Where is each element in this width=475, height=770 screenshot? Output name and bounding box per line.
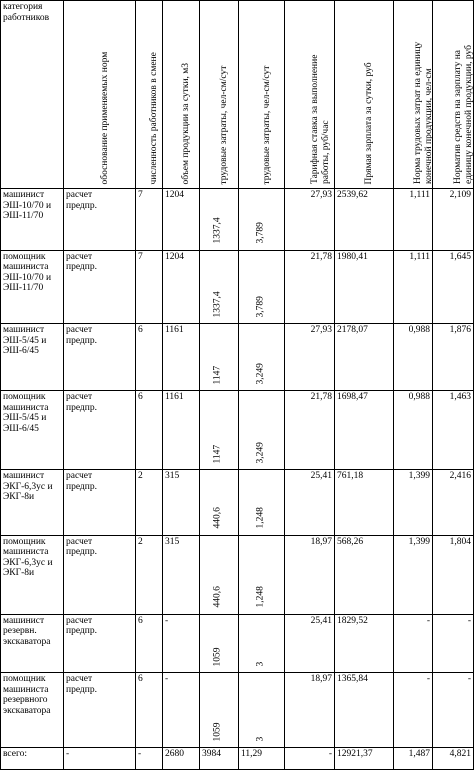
num-value: 7 [138, 251, 143, 262]
cell-pay [335, 324, 394, 391]
cell-labor-norm [394, 470, 433, 536]
num-value: 6 [138, 674, 143, 685]
cat-line: машинист [3, 615, 45, 626]
num-value: - [138, 749, 142, 760]
table-row [1, 250, 474, 324]
cell-category [1, 535, 64, 614]
cell-labor-2 [239, 391, 285, 470]
cell-rate [285, 324, 335, 391]
basis-line: расчет [66, 674, 93, 685]
cell-labor-norm [394, 535, 433, 614]
labor1-value: 440,6 [212, 507, 223, 529]
cat-line: помощник [3, 251, 46, 262]
cell-workers-count [136, 614, 163, 673]
labor2-value: 3,249 [255, 362, 266, 385]
cell-volume [163, 189, 200, 251]
cell-volume [163, 250, 200, 324]
cat-line: ЭШ-11/70 [3, 211, 44, 221]
cell-pay [335, 673, 394, 748]
cell-category [1, 189, 64, 251]
norm-value: - [426, 674, 430, 685]
norm-value: 1,111 [409, 190, 430, 200]
table-row [1, 324, 474, 391]
cat-line: резервного [3, 695, 48, 706]
cell-pay [335, 535, 394, 614]
cell-pay-norm [433, 673, 474, 748]
cell-pay [335, 748, 394, 770]
cell-workers-count [136, 189, 163, 251]
basis-line: расчет [66, 615, 93, 626]
cell-labor-1 [200, 250, 239, 324]
cell-rate [285, 673, 335, 748]
cell-basis [64, 250, 136, 324]
labor2-value: 3 [255, 661, 266, 667]
cell-pay-norm [433, 614, 474, 673]
cell-labor-1 [200, 614, 239, 673]
vol-value: 1204 [165, 251, 184, 262]
cat-line: машинист [3, 190, 45, 200]
cell-labor-norm [394, 189, 433, 251]
num-value: 6 [138, 615, 143, 626]
basis-line: предпр. [66, 547, 97, 558]
cell-category [1, 748, 64, 770]
pay-value: 568,26 [337, 536, 364, 547]
table-row [1, 673, 474, 748]
cell-rate [285, 391, 335, 470]
cell-labor-2 [239, 324, 285, 391]
cell-labor-norm [394, 614, 433, 673]
basis-line: предпр. [66, 626, 97, 637]
cell-basis [64, 189, 136, 251]
header-pay: Прямая зарплата за сутки, руб [335, 1, 394, 189]
norm-value: 0,988 [408, 392, 430, 403]
basis-line: предпр. [66, 402, 97, 413]
vol-value: 315 [165, 471, 180, 482]
cell-workers-count [136, 250, 163, 324]
pay-value: 1698,47 [337, 392, 368, 403]
cat-line: помощник [3, 536, 46, 547]
cell-workers-count [136, 324, 163, 391]
cell-labor-1 [200, 189, 239, 251]
cell-basis [64, 614, 136, 673]
cell-basis [64, 748, 136, 770]
cat-line: ЭШ-11/70 [3, 283, 44, 294]
cell-pay-norm [433, 324, 474, 391]
cat-line: ЭКГ-6,3ус и [3, 557, 53, 568]
pay-value: 761,18 [337, 471, 364, 482]
cell-labor-1 [200, 673, 239, 748]
cell-rate [285, 535, 335, 614]
fund-value: - [467, 615, 471, 626]
fund-value: 1,876 [449, 325, 471, 336]
cell-category [1, 673, 64, 748]
basis-line: предпр. [66, 481, 97, 492]
cell-labor-norm [394, 748, 433, 770]
cat-line: экскаватора [3, 636, 51, 647]
cell-pay-norm [433, 250, 474, 324]
cell-pay-norm [433, 470, 474, 536]
header-volume: объем продукции за сутки, м3 [163, 1, 200, 189]
labor2-value: 3,789 [255, 222, 266, 244]
labor1-value: 1147 [212, 365, 223, 385]
cell-pay-norm [433, 535, 474, 614]
labor2-value: 11,29 [241, 749, 263, 760]
cell-volume [163, 535, 200, 614]
table-row [1, 391, 474, 470]
num-value: 6 [138, 392, 143, 403]
basis-line: предпр. [66, 200, 97, 211]
cell-labor-norm [394, 673, 433, 748]
cell-labor-2 [239, 673, 285, 748]
cell-rate [285, 250, 335, 324]
header-pay-norm: Норматив средств на зарплату на единицу конечной продукции, руб [433, 1, 474, 189]
cat-line: резервн. [3, 626, 37, 637]
cell-pay [335, 189, 394, 251]
header-labor-norm: Норма трудовых затрат на единицу конечной продукции, чел-см [394, 1, 433, 189]
rate-value: 27,93 [310, 190, 332, 200]
vol-value: 1161 [165, 325, 184, 336]
cell-volume [163, 324, 200, 391]
cat-line: экскаватора [3, 705, 51, 716]
vol-value: 315 [165, 536, 180, 547]
basis-line: расчет [66, 536, 93, 547]
cell-labor-2 [239, 614, 285, 673]
rate-value: 18,97 [310, 536, 332, 547]
cell-rate [285, 748, 335, 770]
fund-value: 2,416 [449, 471, 471, 482]
norm-value: - [426, 615, 430, 626]
pay-value: 1980,41 [337, 251, 368, 262]
labor1-value: 1059 [212, 722, 223, 742]
table-row [1, 470, 474, 536]
cell-category [1, 391, 64, 470]
labor1-value: 1059 [212, 647, 223, 667]
rate-value: 18,97 [310, 674, 332, 685]
pay-value: 1829,52 [337, 615, 368, 626]
cell-pay [335, 250, 394, 324]
rate-value: 21,78 [310, 251, 332, 262]
cell-pay-norm [433, 189, 474, 251]
basis-line: расчет [66, 471, 93, 482]
cell-pay [335, 614, 394, 673]
table-row [1, 614, 474, 673]
fund-value: 1,463 [449, 392, 471, 403]
cell-labor-1 [200, 748, 239, 770]
cell-basis [64, 324, 136, 391]
cat-line: машиниста [3, 547, 49, 558]
norm-value: 1,111 [409, 251, 430, 262]
cell-labor-2 [239, 748, 285, 770]
cat-line: машиниста [3, 402, 49, 413]
cell-basis [64, 470, 136, 536]
cell-labor-norm [394, 391, 433, 470]
vol-value: - [165, 674, 169, 685]
pay-value: 12921,37 [337, 749, 373, 760]
cell-labor-norm [394, 324, 433, 391]
cell-category [1, 324, 64, 391]
cell-workers-count [136, 748, 163, 770]
cell-volume [163, 614, 200, 673]
norm-value: 0,988 [408, 325, 430, 336]
cat-line: ЭКГ-8и [3, 492, 35, 503]
cat-line: ЭШ-10/70 и [3, 200, 52, 211]
labor1-value: 440,6 [212, 586, 223, 608]
pay-value: 1365,84 [337, 674, 368, 685]
cell-labor-norm [394, 250, 433, 324]
cell-labor-2 [239, 470, 285, 536]
cell-basis [64, 535, 136, 614]
cat-line: машинист [3, 471, 45, 482]
cell-volume [163, 673, 200, 748]
rate-value: 21,78 [310, 392, 332, 403]
cell-rate [285, 614, 335, 673]
cell-pay-norm [433, 748, 474, 770]
vol-value: 1161 [165, 392, 184, 403]
cat-line: ЭШ-5/45 и [3, 413, 47, 424]
cell-volume [163, 391, 200, 470]
cell-volume [163, 470, 200, 536]
cell-basis [64, 673, 136, 748]
rate-value: - [328, 749, 332, 760]
cat-line: ЭКГ-6,3ус и [3, 481, 53, 492]
cell-pay [335, 391, 394, 470]
cell-labor-2 [239, 250, 285, 324]
basis-line: расчет [66, 190, 93, 200]
cat-line: машинист [3, 325, 45, 336]
cell-labor-2 [239, 535, 285, 614]
cat-line: машиниста [3, 684, 49, 695]
fund-value: - [467, 674, 471, 685]
fund-value: 1,804 [449, 536, 471, 547]
cat-line: ЭШ-10/70 и [3, 272, 52, 283]
fund-value: 2,109 [449, 190, 471, 200]
num-value: 2 [138, 471, 143, 482]
cell-workers-count [136, 470, 163, 536]
basis-line: расчет [66, 325, 93, 336]
cat-line: ЭШ-6/45 [3, 423, 39, 434]
basis-line: расчет [66, 392, 93, 403]
fund-value: 4,821 [449, 749, 471, 760]
norm-value: 1,399 [408, 471, 430, 482]
table-row [1, 189, 474, 251]
num-value: 6 [138, 325, 143, 336]
cell-volume [163, 748, 200, 770]
cat-line: ЭКГ-8и [3, 568, 35, 579]
labor2-value: 1,248 [255, 507, 266, 529]
cell-labor-2 [239, 189, 285, 251]
cell-labor-1 [200, 470, 239, 536]
header-labor-1: трудовые затраты, чел-см/сут [200, 1, 239, 189]
fund-value: 1,645 [449, 251, 471, 262]
basis-line: предпр. [66, 335, 97, 346]
cell-pay [335, 470, 394, 536]
table-row [1, 535, 474, 614]
vol-value: 1204 [165, 190, 184, 200]
cat-line: помощник [3, 392, 46, 403]
cell-basis [64, 391, 136, 470]
num-value: 7 [138, 190, 143, 200]
cell-labor-1 [200, 535, 239, 614]
basis-line: - [66, 749, 70, 760]
basis-line: предпр. [66, 262, 97, 273]
cell-category [1, 614, 64, 673]
pay-value: 2178,07 [337, 325, 368, 336]
labor1-value: 1147 [212, 444, 223, 464]
cat-line: ЭШ-5/45 и [3, 335, 47, 346]
cell-labor-1 [200, 391, 239, 470]
cell-workers-count [136, 535, 163, 614]
labor1-value: 1337,4 [212, 291, 223, 318]
cell-workers-count [136, 391, 163, 470]
labor1-value: 3984 [202, 749, 221, 760]
basis-line: расчет [66, 251, 93, 262]
cell-category [1, 250, 64, 324]
cat-line: помощник [3, 674, 46, 685]
cell-workers-count [136, 673, 163, 748]
table-row [1, 748, 474, 770]
rate-value: 25,41 [310, 615, 332, 626]
cell-pay-norm [433, 391, 474, 470]
pay-value: 2539,62 [337, 190, 368, 200]
labor2-value: 3,789 [255, 296, 266, 318]
cell-labor-1 [200, 324, 239, 391]
header-rate: Тарифная ставка за выполнение работы, руб/час [285, 1, 335, 189]
cat-line: машиниста [3, 262, 49, 273]
vol-value: 2680 [165, 749, 184, 760]
norm-value: 1,487 [408, 749, 430, 760]
rate-value: 27,93 [310, 325, 332, 336]
vol-value: - [165, 615, 169, 626]
header-row [1, 1, 474, 189]
basis-line: предпр. [66, 684, 97, 695]
rate-value: 25,41 [310, 471, 332, 482]
header-workers-count: численность работников в смене [136, 1, 163, 189]
cell-rate [285, 470, 335, 536]
cat-line: ЭШ-6/45 [3, 346, 39, 357]
header-basis: обоснование применяемых норм [64, 1, 136, 189]
cat-line: всего: [3, 749, 28, 760]
cell-rate [285, 189, 335, 251]
labor2-value: 3,249 [255, 441, 266, 464]
num-value: 2 [138, 536, 143, 547]
labor2-value: 3 [255, 736, 266, 742]
header-labor-2: трудовые затраты, чел-см/сут [239, 1, 285, 189]
labor2-value: 1,248 [255, 586, 266, 608]
norm-value: 1,399 [408, 536, 430, 547]
cell-category [1, 470, 64, 536]
labor1-value: 1337,4 [212, 217, 223, 244]
header-category: категория работников [1, 1, 64, 189]
